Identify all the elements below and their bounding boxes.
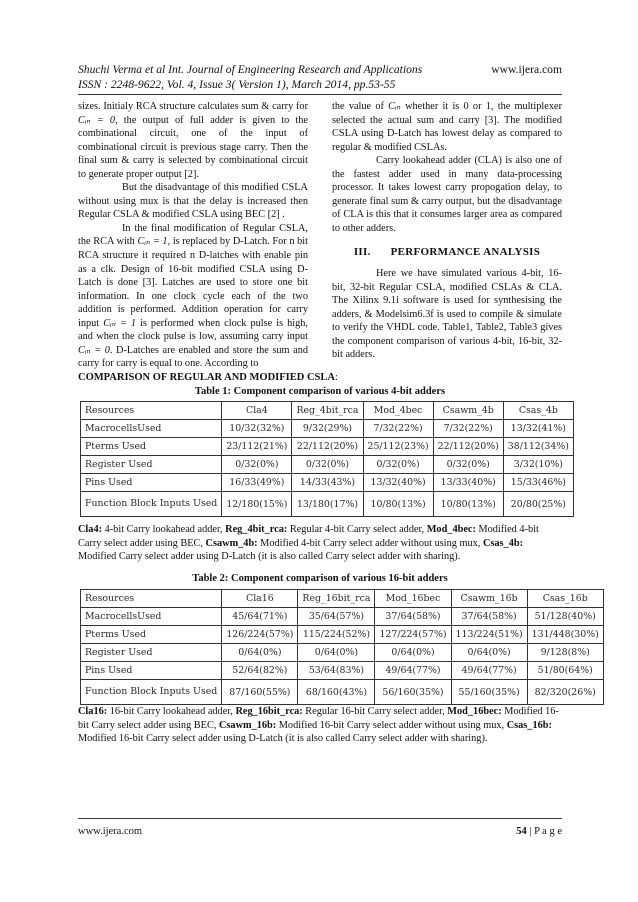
table2-16bit-comparison bbox=[80, 589, 604, 705]
table-row bbox=[81, 662, 604, 680]
header-rule bbox=[78, 94, 562, 95]
row-label: Pins Used bbox=[81, 662, 222, 680]
abbreviation-term: Csas_16b: bbox=[506, 719, 552, 731]
left-paragraph-1: sizes. Initialy RCA structure calculates sum & carry for Cᵢₙ = 0, the output of full adder is given to the combinational circuit, one of the input of combinational circuit is previous stage carry. Then the final sum & carry is selected by combinational circuit to generate proper output [2]. bbox=[78, 101, 308, 180]
header-issn: ISSN : 2248-9622, Vol. 4, Issue 3( Version 1), March 2014, pp.53-55 bbox=[78, 78, 396, 91]
table-cell: 23/112(21%) bbox=[222, 438, 292, 456]
cin-math: Cᵢₙ = 0 bbox=[78, 344, 110, 356]
abbreviation-definition: Modified 16-bit Carry select adder using D-Latch (it is also called Carry select adder with sharing). bbox=[78, 733, 488, 744]
table-cell: 35/64(57%) bbox=[298, 608, 375, 626]
table-cell: 87/160(55%) bbox=[222, 680, 298, 705]
table-row bbox=[81, 474, 574, 492]
table-cell: 13/180(17%) bbox=[292, 492, 363, 517]
abbreviation-definition: 16-bit Carry lookahead adder, bbox=[107, 706, 236, 717]
table-cell: 55/160(35%) bbox=[451, 680, 527, 705]
column-header: Csas_4b bbox=[503, 402, 573, 420]
abbreviation-term: Reg_16bit_rca: bbox=[235, 706, 303, 717]
left-paragraph-2: But the disadvantage of this modified CSLA without using mux is that the delay is increased then Regular CSLA & modified CSLA using BEC [2] . bbox=[78, 182, 308, 221]
footer-rule bbox=[78, 818, 562, 819]
table-header-row bbox=[81, 402, 574, 420]
table-row bbox=[81, 680, 604, 705]
section-number: III. bbox=[353, 246, 371, 259]
left-column bbox=[78, 100, 308, 371]
abbreviation-term: Mod_4bec: bbox=[426, 524, 476, 535]
table-cell: 15/33(46%) bbox=[503, 474, 573, 492]
table-row bbox=[81, 626, 604, 644]
table-cell: 38/112(34%) bbox=[503, 438, 573, 456]
table-cell: 0/32(0%) bbox=[222, 456, 292, 474]
table-cell: 56/160(35%) bbox=[375, 680, 451, 705]
table-cell: 7/32(22%) bbox=[433, 420, 503, 438]
table-cell: 113/224(51%) bbox=[451, 626, 527, 644]
right-paragraph-1: the value of Cᵢₙ whether it is 0 or 1, the multiplexer selected the actual sum and carry [3]. The modified CSLA using D-Latch has lowest delay as compared to regular & modified CSLAs. bbox=[332, 101, 562, 153]
table-cell: 0/64(0%) bbox=[298, 644, 375, 662]
table-cell: 22/112(20%) bbox=[433, 438, 503, 456]
table-row bbox=[81, 420, 574, 438]
abbreviation-term: Csawm_16b: bbox=[218, 719, 277, 731]
right-column bbox=[332, 100, 562, 362]
row-label: MacrocellsUsed bbox=[81, 420, 222, 438]
table-cell: 49/64(77%) bbox=[375, 662, 451, 680]
table-cell: 0/32(0%) bbox=[433, 456, 503, 474]
column-header: Reg_16bit_rca bbox=[298, 590, 375, 608]
cin-math: Cᵢₙ bbox=[388, 101, 401, 112]
table-cell: 68/160(43%) bbox=[298, 680, 375, 705]
footer-website: www.ijera.com bbox=[78, 826, 143, 837]
cin-math: Cᵢₙ = 1 bbox=[103, 317, 137, 329]
table-cell: 25/112(23%) bbox=[363, 438, 433, 456]
table-cell: 0/64(0%) bbox=[375, 644, 451, 662]
abbreviation-definition: Modified 16-bit Carry select adder using BEC, bbox=[78, 706, 559, 731]
row-label: Function Block Inputs Used bbox=[81, 680, 222, 705]
right-paragraph-2: Carry lookahead adder (CLA) is also one of the fastest adder used in many data-processing processor. It takes lowest carry propogation delay, to generate final sum & carry output, but the disadvantage of CLA is this that it consumes larger area as compared to other adders. bbox=[332, 155, 562, 234]
row-label: Register Used bbox=[81, 644, 222, 662]
table-cell: 51/128(40%) bbox=[527, 608, 603, 626]
table-cell: 131/448(30%) bbox=[527, 626, 603, 644]
abbreviation-definition: Regular 16-bit Carry select adder, bbox=[302, 706, 448, 717]
column-header: Mod_4bec bbox=[363, 402, 433, 420]
cin-math: Cᵢₙ = 0 bbox=[78, 114, 116, 126]
column-header: Cla16 bbox=[222, 590, 298, 608]
table-row bbox=[81, 608, 604, 626]
table-row bbox=[81, 456, 574, 474]
comparison-heading: COMPARISON OF REGULAR AND MODIFIED CSLA: bbox=[78, 372, 338, 383]
page-number: 54 | P a g e bbox=[516, 826, 562, 837]
abbreviation-definition: 4-bit Carry lookahead adder, bbox=[102, 524, 226, 535]
table-cell: 13/32(40%) bbox=[363, 474, 433, 492]
table-cell: 10/32(32%) bbox=[222, 420, 292, 438]
table-row bbox=[81, 644, 604, 662]
table1-caption: Table 1: Component comparison of various 4-bit adders bbox=[194, 386, 446, 397]
column-header: Resources bbox=[81, 590, 222, 608]
table-cell: 0/64(0%) bbox=[222, 644, 298, 662]
table-cell: 53/64(83%) bbox=[298, 662, 375, 680]
table-cell: 49/64(77%) bbox=[451, 662, 527, 680]
abbreviation-definition: Modified 4-bit Carry select adder without using mux, bbox=[257, 537, 483, 549]
section-heading bbox=[332, 246, 562, 260]
header-website: www.ijera.com bbox=[491, 63, 562, 76]
table-cell: 12/180(15%) bbox=[222, 492, 292, 517]
table-header-row bbox=[81, 590, 604, 608]
table-cell: 14/33(43%) bbox=[292, 474, 363, 492]
table-cell: 82/320(26%) bbox=[527, 680, 603, 705]
table-cell: 9/128(8%) bbox=[527, 644, 603, 662]
table2-caption: Table 2: Component comparison of various 16-bit adders bbox=[192, 573, 448, 584]
table-cell: 0/64(0%) bbox=[451, 644, 527, 662]
table-cell: 20/80(25%) bbox=[503, 492, 573, 517]
row-label: MacrocellsUsed bbox=[81, 608, 222, 626]
column-header: Cla4 bbox=[222, 402, 292, 420]
row-label: Pins Used bbox=[81, 474, 222, 492]
abbreviation-term: Cla4: bbox=[78, 524, 103, 535]
table-cell: 37/64(58%) bbox=[451, 608, 527, 626]
abbreviation-term: Csas_4b: bbox=[482, 537, 524, 549]
table-cell: 13/33(40%) bbox=[433, 474, 503, 492]
table-cell: 9/32(29%) bbox=[292, 420, 363, 438]
table-cell: 45/64(71%) bbox=[222, 608, 298, 626]
table-cell: 51/80(64%) bbox=[527, 662, 603, 680]
table-cell: 7/32(22%) bbox=[363, 420, 433, 438]
table-cell: 126/224(57%) bbox=[222, 626, 298, 644]
header-citation: Shuchi Verma et al Int. Journal of Engineering Research and Applications bbox=[78, 63, 423, 76]
column-header: Csawm_4b bbox=[433, 402, 503, 420]
page-footer bbox=[78, 826, 562, 837]
table-cell: 3/32(10%) bbox=[503, 456, 573, 474]
table-cell: 127/224(57%) bbox=[375, 626, 451, 644]
abbreviation-term: Cla16: bbox=[78, 706, 108, 717]
table-cell: 16/33(49%) bbox=[222, 474, 292, 492]
column-header: Csawm_16b bbox=[451, 590, 527, 608]
table2-legend-note bbox=[78, 705, 562, 746]
table-row bbox=[81, 492, 574, 517]
abbreviation-definition: Modified Carry select adder using D-Latch (it is also called Carry select adder with sharing). bbox=[78, 551, 461, 562]
column-header: Csas_16b bbox=[527, 590, 603, 608]
abbreviation-definition: Modified 16-bit Carry select adder without using mux, bbox=[276, 719, 507, 731]
table1-legend-note bbox=[78, 523, 562, 564]
abbreviation-term: Csawm_4b: bbox=[205, 537, 258, 549]
table-cell: 13/32(41%) bbox=[503, 420, 573, 438]
abbreviation-definition: Modified 4-bit Carry select adder using BEC, bbox=[78, 524, 539, 549]
column-header: Reg_4bit_rca bbox=[292, 402, 363, 420]
column-header: Mod_16bec bbox=[375, 590, 451, 608]
table-cell: 37/64(58%) bbox=[375, 608, 451, 626]
table-cell: 52/64(82%) bbox=[222, 662, 298, 680]
abbreviation-definition: Regular 4-bit Carry select adder, bbox=[287, 524, 427, 535]
abbreviation-term: Reg_4bit_rca: bbox=[225, 524, 288, 535]
running-header bbox=[78, 62, 562, 92]
row-label: Pterms Used bbox=[81, 626, 222, 644]
left-paragraph-3: In the final modification of Regular CSLA, the RCA with Cᵢₙ = 1, is replaced by D-Latch. For n bit RCA structure it required n D-latches with enable pin as a clk. Design of 16-bit modified CSLA using D-Latch is done [3]. Latches are used to store one bit information. In one clock cycle each of the two addition is performed. Addition operation for carry input Cᵢₙ = 1 is performed when clock pulse is high, and when the clock pulse is low, assuming carry input Cᵢₙ = 0. D-Latches are enabled and store the sum and carry for carry is equal to one. According to bbox=[78, 222, 309, 370]
abbreviation-term: Mod_16bec: bbox=[447, 706, 502, 717]
section-title: PERFORMANCE ANALYSIS bbox=[390, 246, 541, 259]
right-paragraph-3: Here we have simulated various 4-bit, 16-bit, 32-bit Regular CSLA, modified CSLAs & CLA. The Xilinx 9.1i software is used for synthesising the adders, & Modelsim6.3f is used to compile & simulate to verify the VHDL code. Table1, Table2, Table3 gives the component comparison of various 4-bit, 16-bit, 32-bit adders. bbox=[332, 268, 562, 361]
table-cell: 0/32(0%) bbox=[363, 456, 433, 474]
table-row bbox=[81, 438, 574, 456]
row-label: Pterms Used bbox=[81, 438, 222, 456]
column-header: Resources bbox=[81, 402, 222, 420]
table-cell: 115/224(52%) bbox=[298, 626, 375, 644]
cin-math: Cᵢₙ = 1 bbox=[137, 236, 168, 248]
table-cell: 10/80(13%) bbox=[363, 492, 433, 517]
table-cell: 0/32(0%) bbox=[292, 456, 363, 474]
row-label: Function Block Inputs Used bbox=[81, 492, 222, 517]
table-cell: 10/80(13%) bbox=[433, 492, 503, 517]
table1-4bit-comparison bbox=[80, 401, 574, 517]
table-cell: 22/112(20%) bbox=[292, 438, 363, 456]
row-label: Register Used bbox=[81, 456, 222, 474]
